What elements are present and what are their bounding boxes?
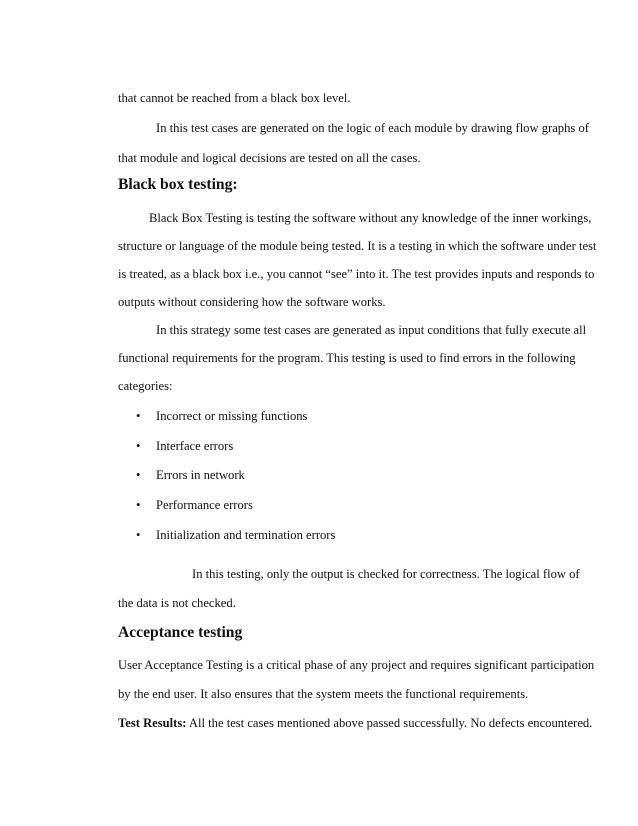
list-item-text: Performance errors [156, 498, 253, 512]
paragraph-line: outputs without considering how the software works. [118, 295, 386, 309]
section-heading-black-box: Black box testing: [118, 176, 238, 193]
paragraph-line: Black Box Testing is testing the software without any knowledge of the inner workings, [149, 211, 592, 225]
list-item [136, 527, 335, 543]
paragraph-line: that module and logical decisions are tested on all the cases. [118, 151, 421, 165]
paragraph-line: User Acceptance Testing is a critical phase of any project and requires significant participation [118, 658, 595, 672]
bullet-icon: • [136, 528, 141, 542]
bullet-icon: • [136, 498, 141, 512]
list-item-text: Initialization and termination errors [156, 528, 336, 542]
list-item-text: Incorrect or missing functions [156, 409, 308, 423]
list-item-text: Interface errors [156, 439, 234, 453]
paragraph-line: structure or language of the module being tested. It is a testing in which the software under test [118, 239, 597, 253]
paragraph-line: the data is not checked. [118, 596, 236, 610]
paragraph-line: In this strategy some test cases are generated as input conditions that fully execute all [156, 323, 587, 337]
test-results-line [118, 715, 592, 731]
bullet-icon: • [136, 409, 141, 423]
paragraph-line: is treated, as a black box i.e., you cannot “see” into it. The test provides inputs and responds to [118, 267, 595, 281]
list-item [136, 497, 253, 513]
paragraph-line: that cannot be reached from a black box level. [118, 91, 351, 105]
test-results-text: All the test cases mentioned above passed successfully. No defects encountered. [186, 716, 593, 730]
paragraph-line: In this testing, only the output is checked for correctness. The logical flow of [192, 567, 580, 581]
list-item [136, 438, 233, 454]
paragraph-line: categories: [118, 379, 173, 393]
paragraph-line: In this test cases are generated on the logic of each module by drawing flow graphs of [156, 121, 589, 135]
bullet-icon: • [136, 468, 141, 482]
test-results-label: Test Results: [118, 716, 187, 730]
list-item [136, 408, 307, 424]
paragraph-line: by the end user. It also ensures that the system meets the functional requirements. [118, 687, 529, 701]
list-item-text: Errors in network [156, 468, 245, 482]
bullet-icon: • [136, 439, 141, 453]
list-item [136, 467, 245, 483]
section-heading-acceptance: Acceptance testing [118, 624, 243, 641]
paragraph-line: functional requirements for the program. This testing is used to find errors in the following [118, 351, 576, 365]
